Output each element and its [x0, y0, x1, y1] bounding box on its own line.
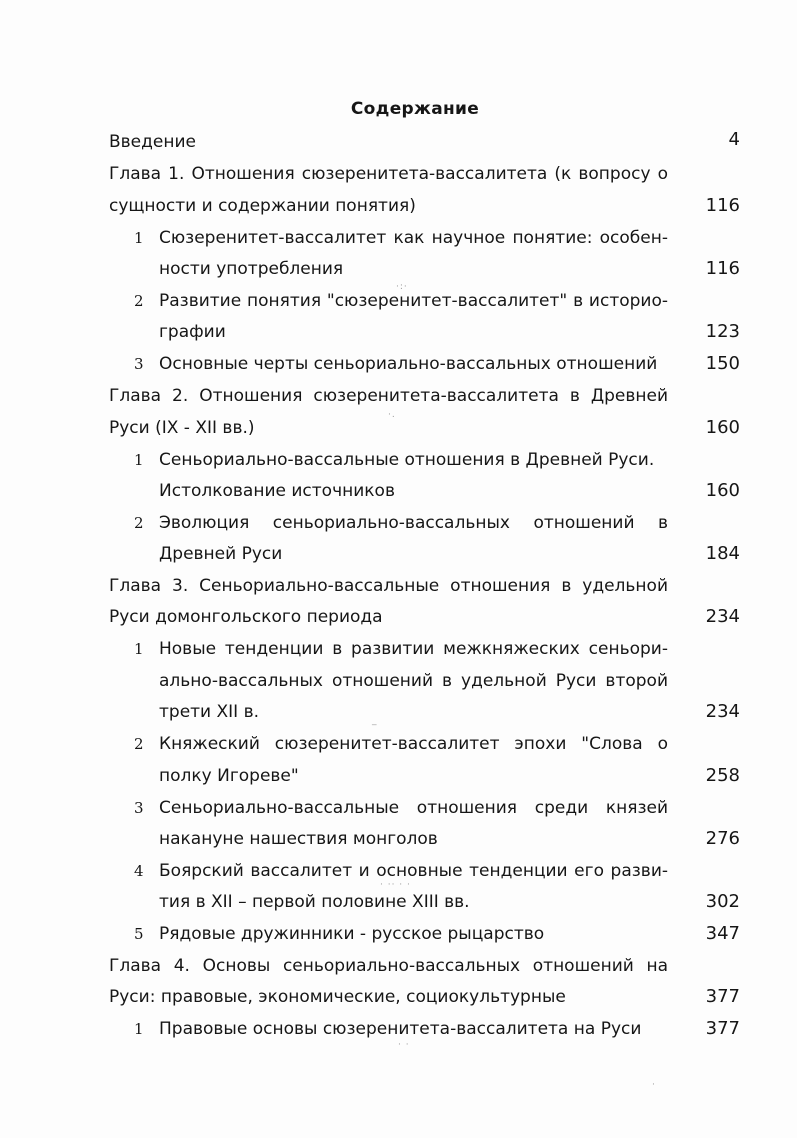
section-1-3-number: 3 — [134, 355, 144, 373]
chapter-1-page: 116 — [705, 195, 740, 216]
chapter-4-line-2: Руси: правовые, экономические, социокультурные — [109, 987, 566, 1007]
section-3-1-page: 234 — [705, 701, 740, 722]
section-3-5-page: 347 — [705, 923, 740, 944]
chapter-2-page: 160 — [705, 417, 740, 438]
section-3-3-line-1: Сеньориально-вассальные отношения среди князей — [159, 798, 668, 818]
scan-speck: · ·· · · — [380, 880, 411, 890]
section-2-1-page: 160 — [705, 480, 740, 501]
section-3-1-line-3: трети XII в. — [159, 702, 260, 722]
section-2-2-page: 184 — [705, 543, 740, 564]
section-3-3-line-2: накануне нашествия монголов — [159, 829, 438, 849]
section-1-1-page: 116 — [705, 258, 740, 279]
scan-speck: ·. — [388, 410, 396, 420]
chapter-3-line-1: Глава 3. Сеньориально-вассальные отношения в удельной — [109, 576, 668, 596]
chapter-3-line-2: Руси домонгольского периода — [109, 607, 383, 627]
section-2-1-line-2: Истолкование источников — [159, 481, 395, 501]
chapter-2-line-2: Руси (IX - XII вв.) — [109, 418, 255, 438]
section-3-1-line-1: Новые тенденции в развитии межкняжеских сеньори- — [159, 639, 668, 659]
section-3-2-line-1: Княжеский сюзеренитет-вассалитет эпохи "Слова о — [159, 734, 668, 754]
page-title: Содержание — [350, 99, 480, 119]
scan-speck: ·:· — [396, 282, 408, 292]
section-1-2-page: 123 — [705, 321, 740, 342]
section-2-1-line-1: Сеньориально-вассальные отношения в Древней Руси. — [159, 450, 655, 470]
section-3-3-number: 3 — [134, 799, 144, 817]
section-4-1-line-1: Правовые основы сюзеренитета-вассалитета на Руси — [159, 1019, 642, 1039]
chapter-4-page: 377 — [705, 986, 740, 1007]
section-3-2-number: 2 — [134, 735, 144, 753]
chapter-1-line-2: сущности и содержании понятия) — [109, 196, 416, 216]
section-3-2-page: 258 — [705, 765, 740, 786]
toc-intro-label: Введение — [109, 132, 196, 152]
section-2-1-number: 1 — [134, 451, 144, 469]
section-4-1-number: 1 — [134, 1020, 144, 1038]
section-3-2-line-2: полку Игореве" — [159, 766, 299, 786]
section-3-3-page: 276 — [705, 828, 740, 849]
section-2-2-number: 2 — [134, 514, 144, 532]
section-4-1-page: 377 — [705, 1018, 740, 1039]
scan-speck: · — [652, 1080, 656, 1090]
section-3-5-line-1: Рядовые дружинники - русское рыцарство — [159, 924, 545, 944]
section-1-1-line-2: ности употребления — [159, 259, 344, 279]
section-3-4-line-2: тия в XII – первой половине XIII вв. — [159, 892, 470, 912]
section-1-1-number: 1 — [134, 229, 144, 247]
section-3-1-line-2: ально-вассальных отношений в удельной Руси второй — [159, 671, 668, 691]
section-1-3-page: 150 — [705, 353, 740, 374]
section-3-1-number: 1 — [134, 640, 144, 658]
section-2-2-line-2: Древней Руси — [159, 544, 283, 564]
chapter-4-line-1: Глава 4. Основы сеньориально-вассальных отношений на — [109, 956, 668, 976]
section-1-1-line-1: Сюзеренитет-вассалитет как научное понятие: особен- — [159, 228, 668, 248]
section-1-2-line-1: Развитие понятия "сюзеренитет-вассалитет" в историо- — [159, 291, 668, 311]
chapter-3-page: 234 — [705, 606, 740, 627]
section-1-2-number: 2 — [134, 292, 144, 310]
section-3-5-number: 5 — [134, 925, 144, 943]
scan-speck: ‾ — [372, 724, 378, 734]
section-3-4-line-1: Боярский вассалитет и основные тенденции его разви- — [159, 861, 668, 881]
chapter-2-line-1: Глава 2. Отношения сюзеренитета-вассалитета в Древней — [109, 386, 668, 406]
section-2-2-line-1: Эволюция сеньориально-вассальных отношений в — [159, 513, 668, 533]
section-1-2-line-2: графии — [159, 322, 226, 342]
section-3-4-page: 302 — [705, 891, 740, 912]
section-1-3-line-1: Основные черты сеньориально-вассальных отношений — [159, 354, 658, 374]
section-3-4-number: 4 — [134, 862, 144, 880]
chapter-1-line-1: Глава 1. Отношения сюзеренитета-вассалитета (к вопросу о — [109, 164, 668, 184]
scan-speck: · · — [398, 1040, 410, 1050]
toc-intro-page: 4 — [728, 129, 740, 150]
